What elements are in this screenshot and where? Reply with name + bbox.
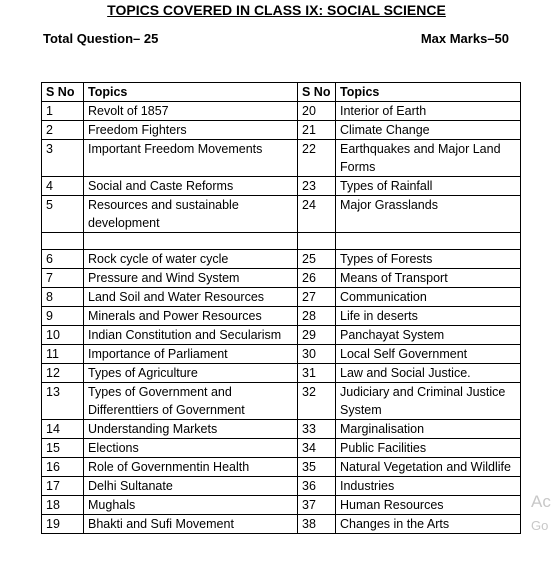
header-topics-right: Topics bbox=[336, 83, 521, 102]
cell-sno-left: 4 bbox=[42, 177, 84, 196]
cell-sno-right: 25 bbox=[298, 250, 336, 269]
cell-topic-left: Land Soil and Water Resources bbox=[84, 288, 298, 307]
table-row bbox=[42, 102, 521, 121]
cell-topic-left: Pressure and Wind System bbox=[84, 269, 298, 288]
cell-topic-left: Minerals and Power Resources bbox=[84, 307, 298, 326]
cell-sno-right: 26 bbox=[298, 269, 336, 288]
cell-sno-left: 9 bbox=[42, 307, 84, 326]
cell-topic-left: Rock cycle of water cycle bbox=[84, 250, 298, 269]
cell-topic-left: Types of Government and Differenttiers of Government bbox=[84, 383, 298, 420]
blank-cell bbox=[336, 233, 521, 250]
cell-sno-right: 20 bbox=[298, 102, 336, 121]
table-row bbox=[42, 458, 521, 477]
cell-topic-left: Types of Agriculture bbox=[84, 364, 298, 383]
cell-sno-right: 37 bbox=[298, 496, 336, 515]
cell-topic-left: Importance of Parliament bbox=[84, 345, 298, 364]
cell-sno-right: 35 bbox=[298, 458, 336, 477]
cell-topic-right: Human Resources bbox=[336, 496, 521, 515]
cell-topic-left: Revolt of 1857 bbox=[84, 102, 298, 121]
cell-topic-right: Communication bbox=[336, 288, 521, 307]
document-title-text: TOPICS COVERED IN CLASS IX: SOCIAL SCIENCE bbox=[107, 2, 446, 18]
watermark-line-1: Ac bbox=[531, 492, 551, 511]
cell-sno-right: 34 bbox=[298, 439, 336, 458]
cell-sno-left: 8 bbox=[42, 288, 84, 307]
table-row bbox=[42, 177, 521, 196]
blank-cell bbox=[42, 233, 84, 250]
table-row bbox=[42, 269, 521, 288]
cell-sno-right: 30 bbox=[298, 345, 336, 364]
table-row bbox=[42, 496, 521, 515]
cell-topic-right: Types of Forests bbox=[336, 250, 521, 269]
watermark-line-2: Go bbox=[531, 518, 549, 533]
cell-sno-left: 3 bbox=[42, 140, 84, 177]
cell-sno-left: 15 bbox=[42, 439, 84, 458]
cell-topic-right: Types of Rainfall bbox=[336, 177, 521, 196]
cell-topic-right: Marginalisation bbox=[336, 420, 521, 439]
max-marks: Max Marks–50 bbox=[420, 31, 509, 46]
cell-topic-right: Judiciary and Criminal Justice System bbox=[336, 383, 521, 420]
table-row bbox=[42, 364, 521, 383]
header-sno-right: S No bbox=[298, 83, 336, 102]
cell-sno-left: 7 bbox=[42, 269, 84, 288]
cell-sno-right: 21 bbox=[298, 121, 336, 140]
cell-topic-right: Law and Social Justice. bbox=[336, 364, 521, 383]
table-row bbox=[42, 345, 521, 364]
header-sno-left: S No bbox=[42, 83, 84, 102]
cell-topic-right: Natural Vegetation and Wildlife bbox=[336, 458, 521, 477]
table-row bbox=[42, 307, 521, 326]
cell-sno-left: 14 bbox=[42, 420, 84, 439]
table-row bbox=[42, 326, 521, 345]
cell-sno-right: 29 bbox=[298, 326, 336, 345]
cell-topic-right: Climate Change bbox=[336, 121, 521, 140]
cell-topic-right: Means of Transport bbox=[336, 269, 521, 288]
cell-topic-right: Industries bbox=[336, 477, 521, 496]
header-topics-left: Topics bbox=[84, 83, 298, 102]
table-row bbox=[42, 140, 521, 177]
cell-topic-right: Panchayat System bbox=[336, 326, 521, 345]
cell-sno-right: 22 bbox=[298, 140, 336, 177]
cell-sno-left: 19 bbox=[42, 515, 84, 534]
cell-sno-right: 28 bbox=[298, 307, 336, 326]
table-row bbox=[42, 250, 521, 269]
cell-topic-left: Important Freedom Movements bbox=[84, 140, 298, 177]
cell-topic-left: Mughals bbox=[84, 496, 298, 515]
cell-sno-left: 12 bbox=[42, 364, 84, 383]
cell-sno-left: 2 bbox=[42, 121, 84, 140]
cell-sno-left: 17 bbox=[42, 477, 84, 496]
cell-topic-right: Major Grasslands bbox=[336, 196, 521, 233]
document-title bbox=[0, 2, 553, 18]
table-row bbox=[42, 121, 521, 140]
table-row bbox=[42, 515, 521, 534]
table-row bbox=[42, 196, 521, 233]
cell-topic-left: Bhakti and Sufi Movement bbox=[84, 515, 298, 534]
table-header-row bbox=[42, 83, 521, 102]
cell-topic-left: Resources and sustainable development bbox=[84, 196, 298, 233]
table-row bbox=[42, 439, 521, 458]
cell-topic-left: Freedom Fighters bbox=[84, 121, 298, 140]
cell-topic-left: Delhi Sultanate bbox=[84, 477, 298, 496]
cell-sno-right: 33 bbox=[298, 420, 336, 439]
cell-sno-right: 36 bbox=[298, 477, 336, 496]
cell-topic-left: Social and Caste Reforms bbox=[84, 177, 298, 196]
table-row bbox=[42, 383, 521, 420]
cell-sno-left: 18 bbox=[42, 496, 84, 515]
cell-topic-left: Indian Constitution and Secularism bbox=[84, 326, 298, 345]
meta-row bbox=[43, 31, 509, 46]
table-row bbox=[42, 420, 521, 439]
cell-topic-right: Earthquakes and Major Land Forms bbox=[336, 140, 521, 177]
cell-sno-left: 13 bbox=[42, 383, 84, 420]
blank-cell bbox=[298, 233, 336, 250]
cell-topic-left: Understanding Markets bbox=[84, 420, 298, 439]
cell-sno-right: 32 bbox=[298, 383, 336, 420]
cell-topic-right: Changes in the Arts bbox=[336, 515, 521, 534]
cell-topic-left: Elections bbox=[84, 439, 298, 458]
cell-sno-left: 11 bbox=[42, 345, 84, 364]
cell-sno-right: 31 bbox=[298, 364, 336, 383]
cell-topic-right: Life in deserts bbox=[336, 307, 521, 326]
cell-sno-left: 1 bbox=[42, 102, 84, 121]
blank-cell bbox=[84, 233, 298, 250]
cell-sno-left: 5 bbox=[42, 196, 84, 233]
cell-sno-right: 23 bbox=[298, 177, 336, 196]
cell-topic-right: Public Facilities bbox=[336, 439, 521, 458]
table-row bbox=[42, 288, 521, 307]
blank-row bbox=[42, 233, 521, 250]
cell-sno-left: 6 bbox=[42, 250, 84, 269]
cell-sno-left: 16 bbox=[42, 458, 84, 477]
cell-topic-left: Role of Governmentin Health bbox=[84, 458, 298, 477]
cell-sno-right: 24 bbox=[298, 196, 336, 233]
cell-sno-right: 27 bbox=[298, 288, 336, 307]
total-questions: Total Question– 25 bbox=[43, 31, 159, 46]
cell-sno-right: 38 bbox=[298, 515, 336, 534]
cell-topic-right: Local Self Government bbox=[336, 345, 521, 364]
topics-table bbox=[41, 82, 521, 534]
cell-sno-left: 10 bbox=[42, 326, 84, 345]
cell-topic-right: Interior of Earth bbox=[336, 102, 521, 121]
table-row bbox=[42, 477, 521, 496]
